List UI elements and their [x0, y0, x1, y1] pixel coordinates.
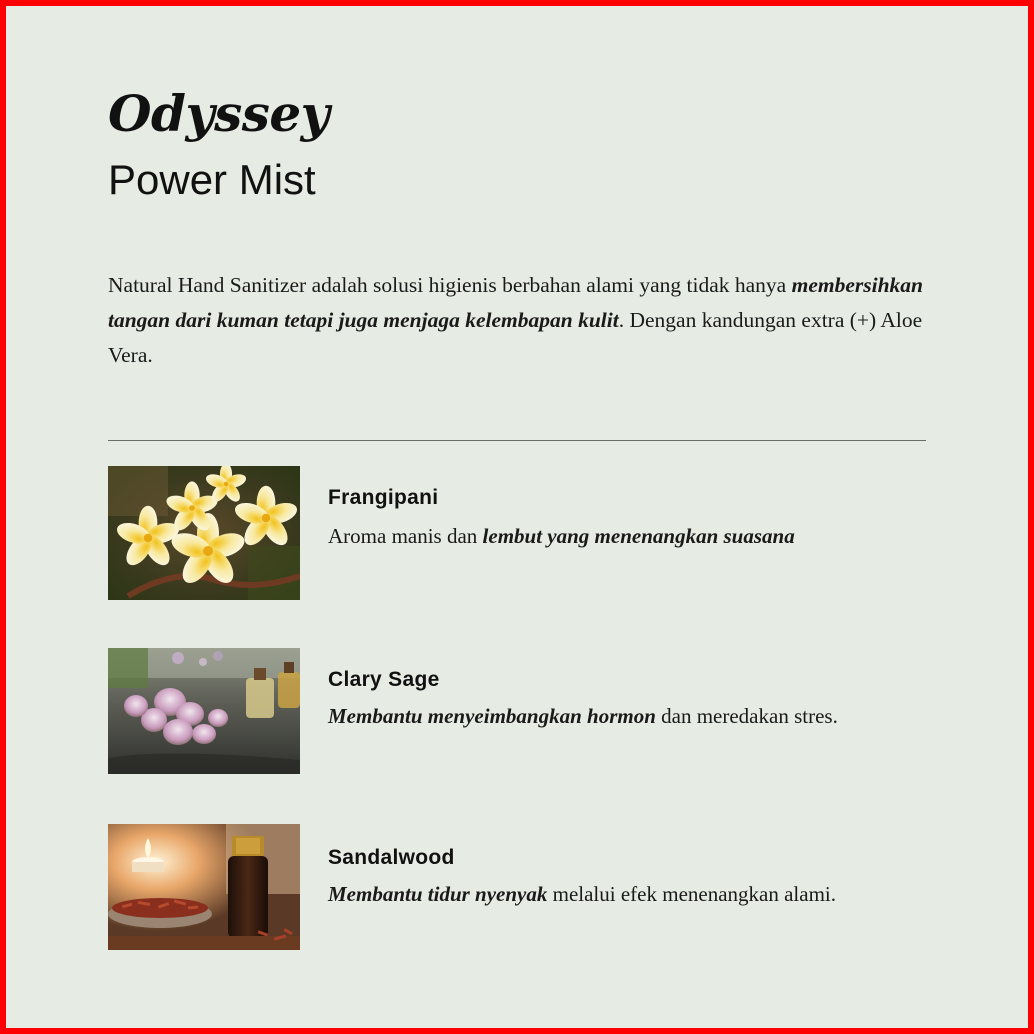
section-divider — [108, 440, 926, 441]
desc-text-end: dan meredakan stres. — [655, 704, 838, 728]
desc-text-end: melalui efek menenangkan alami. — [547, 882, 837, 906]
ingredient-description — [328, 524, 928, 549]
ingredient-sandalwood — [108, 824, 938, 958]
ingredient-name: Clary Sage — [328, 668, 440, 691]
ingredient-name: Frangipani — [328, 486, 439, 509]
desc-text: Aroma manis dan — [328, 524, 483, 548]
clary-sage-photo — [108, 648, 300, 774]
page-frame — [6, 6, 1028, 1028]
sandalwood-oil-photo — [108, 824, 300, 950]
desc-emphasis: Membantu menyeimbangkan hormon — [328, 704, 656, 728]
ingredient-description — [328, 882, 928, 907]
frangipani-flower-photo — [108, 466, 300, 600]
desc-emphasis: lembut yang menenangkan suasana — [482, 524, 795, 548]
brand-title: Odyssey — [108, 84, 330, 143]
ingredient-frangipani — [108, 466, 938, 600]
intro-emphasis: membersihkan tangan dari kuman tetapi juga menjaga kelembapan kulit — [108, 273, 924, 332]
intro-paragraph — [108, 268, 938, 373]
intro-text: Natural Hand Sanitizer adalah solusi higienis berbahan alami yang tidak hanya — [108, 273, 792, 297]
ingredient-description — [328, 704, 928, 729]
desc-emphasis: Membantu tidur nyenyak — [328, 882, 548, 906]
intro-text-end: . Dengan kandungan extra (+) Aloe Vera. — [108, 308, 923, 367]
product-name: Power Mist — [108, 156, 316, 203]
ingredient-clary-sage — [108, 648, 938, 782]
ingredient-name: Sandalwood — [328, 846, 455, 869]
